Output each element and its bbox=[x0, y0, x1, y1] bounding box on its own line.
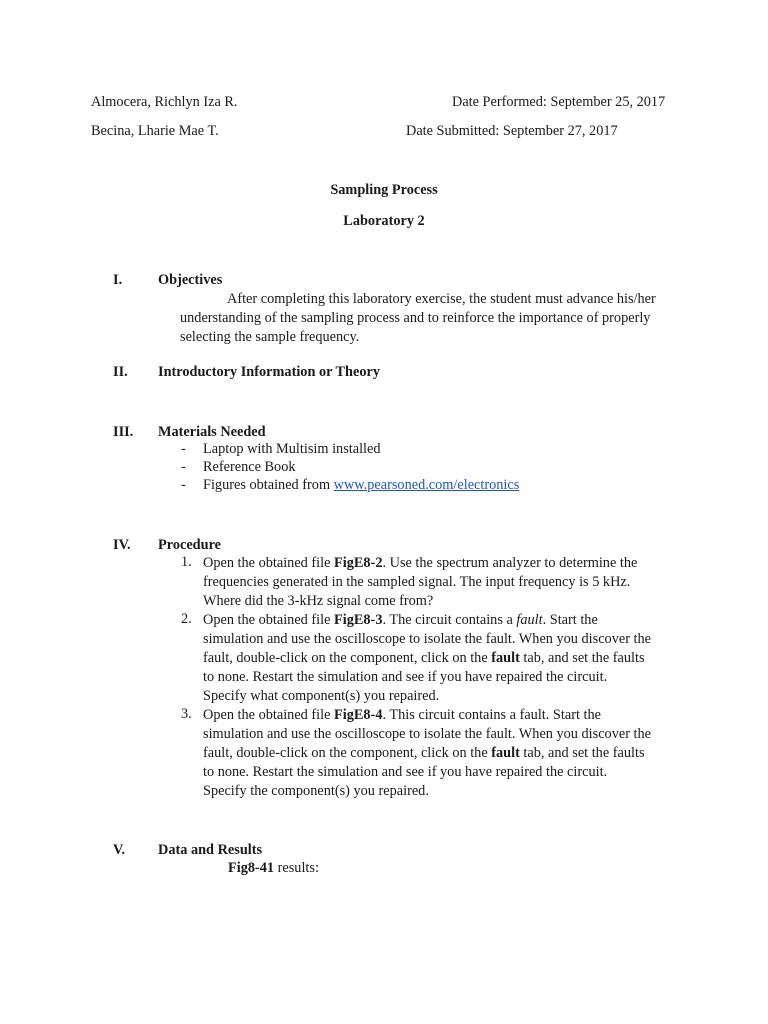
figure-label: Fig8-41 bbox=[228, 860, 275, 876]
procedure-step-2 bbox=[203, 611, 651, 706]
step-text: fault, double-click on the component, click on the bbox=[203, 650, 492, 666]
results-suffix: results: bbox=[274, 860, 319, 876]
fault-emphasis: fault bbox=[516, 612, 543, 628]
file-name: FigE8-4 bbox=[334, 707, 383, 723]
material-item: Laptop with Multisim installed bbox=[203, 441, 381, 457]
step-text: fault, double-click on the component, click on the bbox=[203, 745, 492, 761]
student-name-1: Almocera, Richlyn Iza R. bbox=[91, 94, 238, 110]
file-name: FigE8-3 bbox=[334, 612, 383, 628]
step-text: . Use the spectrum analyzer to determine the bbox=[382, 555, 638, 571]
section-4-heading: Procedure bbox=[158, 537, 221, 553]
step-line bbox=[203, 744, 651, 763]
step-line: to none. Restart the simulation and see if you have repaired the circuit. bbox=[203, 669, 608, 685]
step-line: simulation and use the oscilloscope to isolate the fault. When you discover the bbox=[203, 726, 651, 742]
link-prefix: Figures obtained from bbox=[203, 477, 334, 493]
section-4-numeral: IV. bbox=[113, 537, 131, 553]
material-item: Reference Book bbox=[203, 459, 296, 475]
date-submitted: Date Submitted: September 27, 2017 bbox=[406, 123, 618, 139]
document-subtitle: Laboratory 2 bbox=[343, 213, 425, 229]
step-line bbox=[203, 706, 651, 725]
step-text: Open the obtained file bbox=[203, 555, 335, 571]
document-title: Sampling Process bbox=[330, 182, 438, 198]
file-name: FigE8-2 bbox=[334, 555, 383, 571]
step-line bbox=[203, 649, 651, 668]
step-text: . The circuit contains a bbox=[382, 612, 517, 628]
step-line: Specify the component(s) you repaired. bbox=[203, 783, 429, 799]
step-text: Open the obtained file bbox=[203, 707, 335, 723]
material-item-link-line bbox=[203, 477, 519, 494]
bullet-dash: - bbox=[181, 441, 186, 457]
procedure-step-3 bbox=[203, 706, 651, 801]
procedure-step-1 bbox=[203, 554, 637, 611]
section-1-numeral: I. bbox=[113, 272, 123, 288]
step-line: Where did the 3-kHz signal come from? bbox=[203, 593, 434, 609]
results-caption bbox=[228, 860, 319, 877]
section-3-numeral: III. bbox=[113, 424, 134, 440]
step-number: 3. bbox=[181, 706, 192, 722]
step-text: Open the obtained file bbox=[203, 612, 335, 628]
step-text: tab, and set the faults bbox=[519, 745, 645, 761]
step-line: frequencies generated in the sampled signal. The input frequency is 5 kHz. bbox=[203, 574, 631, 590]
student-name-2: Becina, Lharie Mae T. bbox=[91, 123, 219, 139]
step-line bbox=[203, 554, 637, 573]
fault-tab-label: fault bbox=[491, 650, 520, 666]
pearsoned-link[interactable]: www.pearsoned.com/electronics bbox=[333, 477, 520, 493]
objectives-line: understanding of the sampling process and to reinforce the importance of properly bbox=[180, 310, 651, 326]
objectives-line: After completing this laboratory exercise, the student must advance his/her bbox=[227, 291, 656, 307]
step-number: 1. bbox=[181, 554, 192, 570]
section-1-heading: Objectives bbox=[158, 272, 223, 288]
step-line bbox=[203, 611, 651, 630]
date-performed: Date Performed: September 25, 2017 bbox=[452, 94, 666, 110]
step-text: tab, and set the faults bbox=[519, 650, 645, 666]
step-line: Specify what component(s) you repaired. bbox=[203, 688, 440, 704]
section-5-heading: Data and Results bbox=[158, 842, 263, 858]
section-5-numeral: V. bbox=[113, 842, 126, 858]
section-3-heading: Materials Needed bbox=[158, 424, 266, 440]
step-number: 2. bbox=[181, 611, 192, 627]
step-line: simulation and use the oscilloscope to isolate the fault. When you discover the bbox=[203, 631, 651, 647]
step-line: to none. Restart the simulation and see if you have repaired the circuit. bbox=[203, 764, 608, 780]
step-text: . This circuit contains a fault. Start the bbox=[382, 707, 601, 723]
bullet-dash: - bbox=[181, 477, 186, 493]
bullet-dash: - bbox=[181, 459, 186, 475]
objectives-line: selecting the sample frequency. bbox=[180, 329, 360, 345]
step-text: . Start the bbox=[542, 612, 598, 628]
fault-tab-label: fault bbox=[491, 745, 520, 761]
objectives-paragraph bbox=[180, 290, 656, 347]
section-2-heading: Introductory Information or Theory bbox=[158, 364, 380, 380]
section-2-numeral: II. bbox=[113, 364, 128, 380]
